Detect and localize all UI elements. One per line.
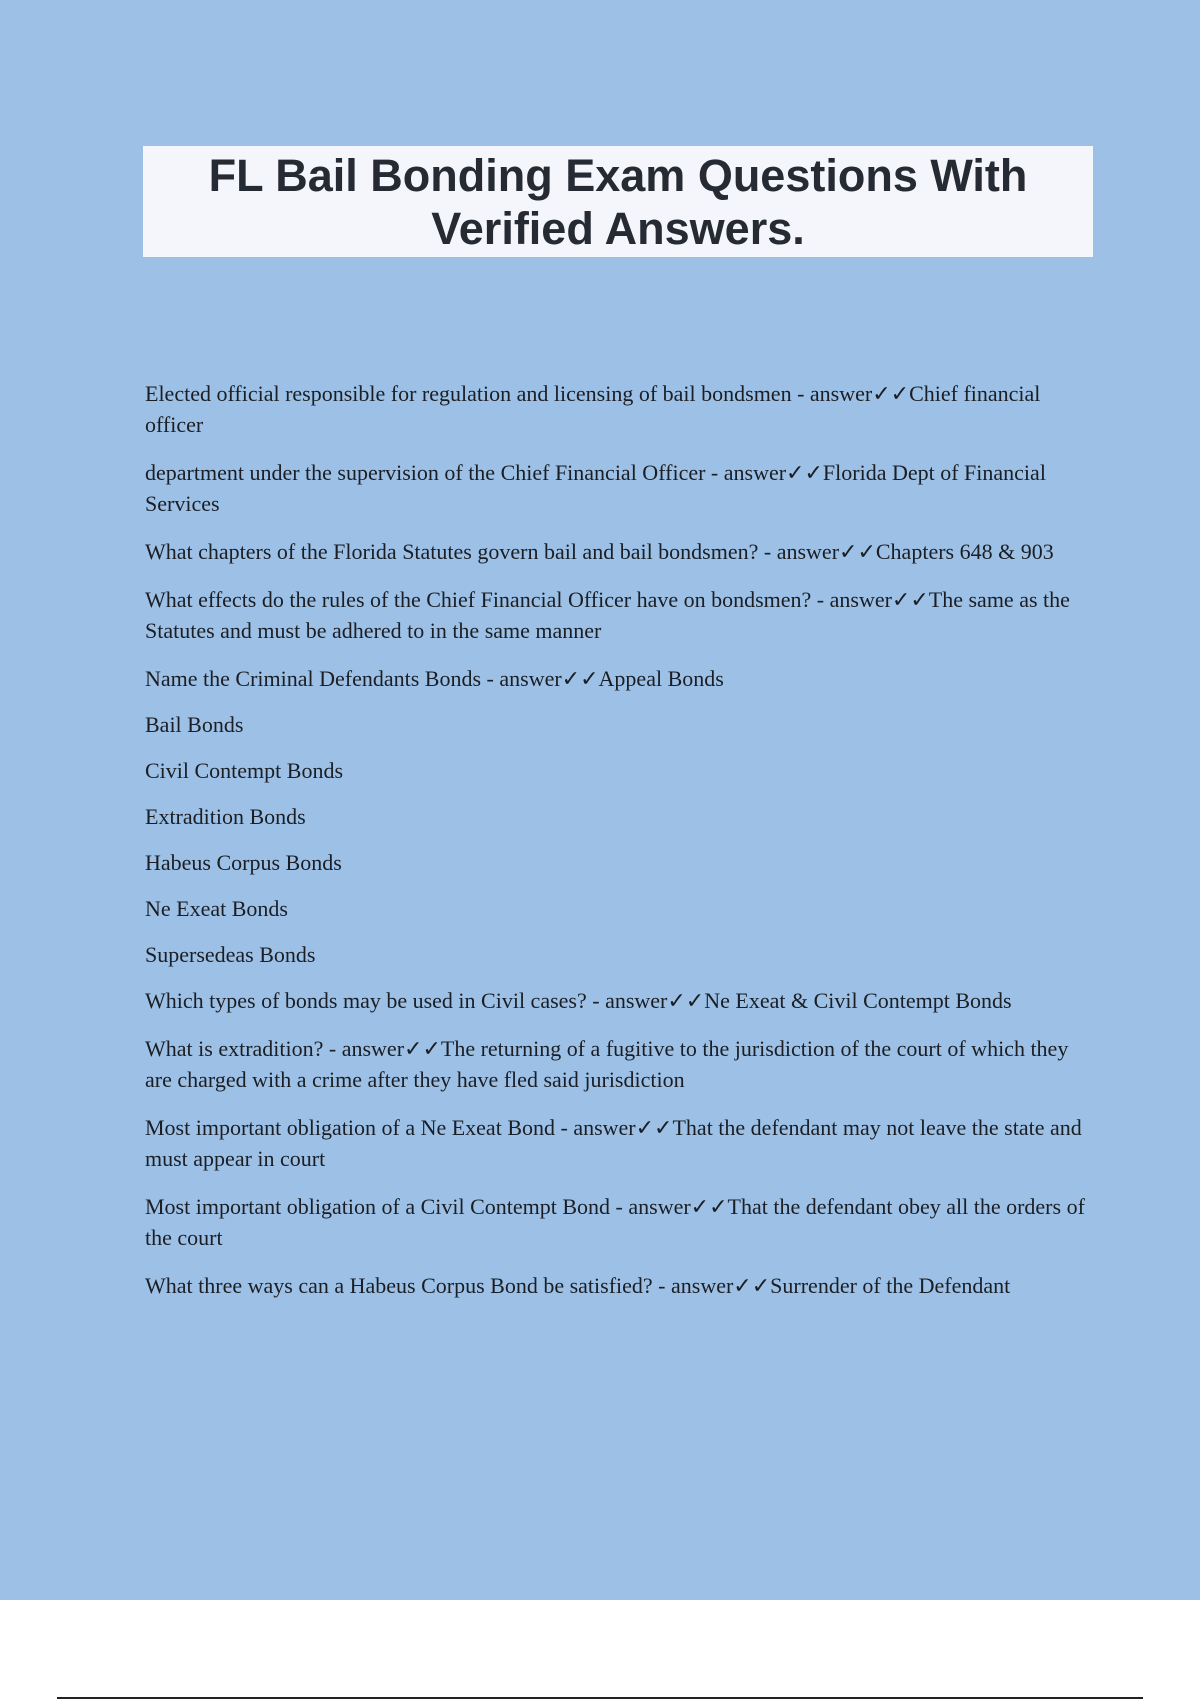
question-item: department under the supervision of the Chief Financial Officer - answer✓✓Florida Dept of Financial Services	[145, 460, 1046, 516]
question-item: Name the Criminal Defendants Bonds - answer✓✓Appeal Bonds	[145, 666, 724, 691]
footer-divider	[57, 1697, 1143, 1699]
title-box	[143, 146, 1093, 257]
bond-type-item: Extradition Bonds	[145, 804, 306, 829]
question-item: Most important obligation of a Ne Exeat Bond - answer✓✓That the defendant may not leave the state and must appear in court	[145, 1115, 1082, 1171]
bond-type-item: Bail Bonds	[145, 712, 244, 737]
question-item: Most important obligation of a Civil Contempt Bond - answer✓✓That the defendant obey all the orders of the court	[145, 1194, 1085, 1250]
document-title: FL Bail Bonding Exam Questions With Verified Answers.	[208, 149, 1028, 254]
question-item: What is extradition? - answer✓✓The returning of a fugitive to the jurisdiction of the court of which they are charged with a crime after they have fled said jurisdiction	[145, 1036, 1069, 1092]
question-list	[145, 378, 1090, 1318]
bond-type-item: Civil Contempt Bonds	[145, 758, 344, 783]
bond-type-item: Habeus Corpus Bonds	[145, 850, 342, 875]
bond-type-item: Supersedeas Bonds	[145, 942, 316, 967]
question-item: Elected official responsible for regulation and licensing of bail bondsmen - answer✓✓Chief financial officer	[145, 381, 1041, 437]
question-item: What effects do the rules of the Chief Financial Officer have on bondsmen? - answer✓✓The same as the Statutes and must be adhered to in the same manner	[145, 587, 1070, 643]
bond-type-item: Ne Exeat Bonds	[145, 896, 288, 921]
question-item: What three ways can a Habeus Corpus Bond be satisfied? - answer✓✓Surrender of the Defendant	[145, 1273, 1011, 1298]
question-item: What chapters of the Florida Statutes govern bail and bail bondsmen? - answer✓✓Chapters 648 & 903	[145, 539, 1054, 564]
question-item: Which types of bonds may be used in Civil cases? - answer✓✓Ne Exeat & Civil Contempt Bonds	[145, 988, 1012, 1013]
